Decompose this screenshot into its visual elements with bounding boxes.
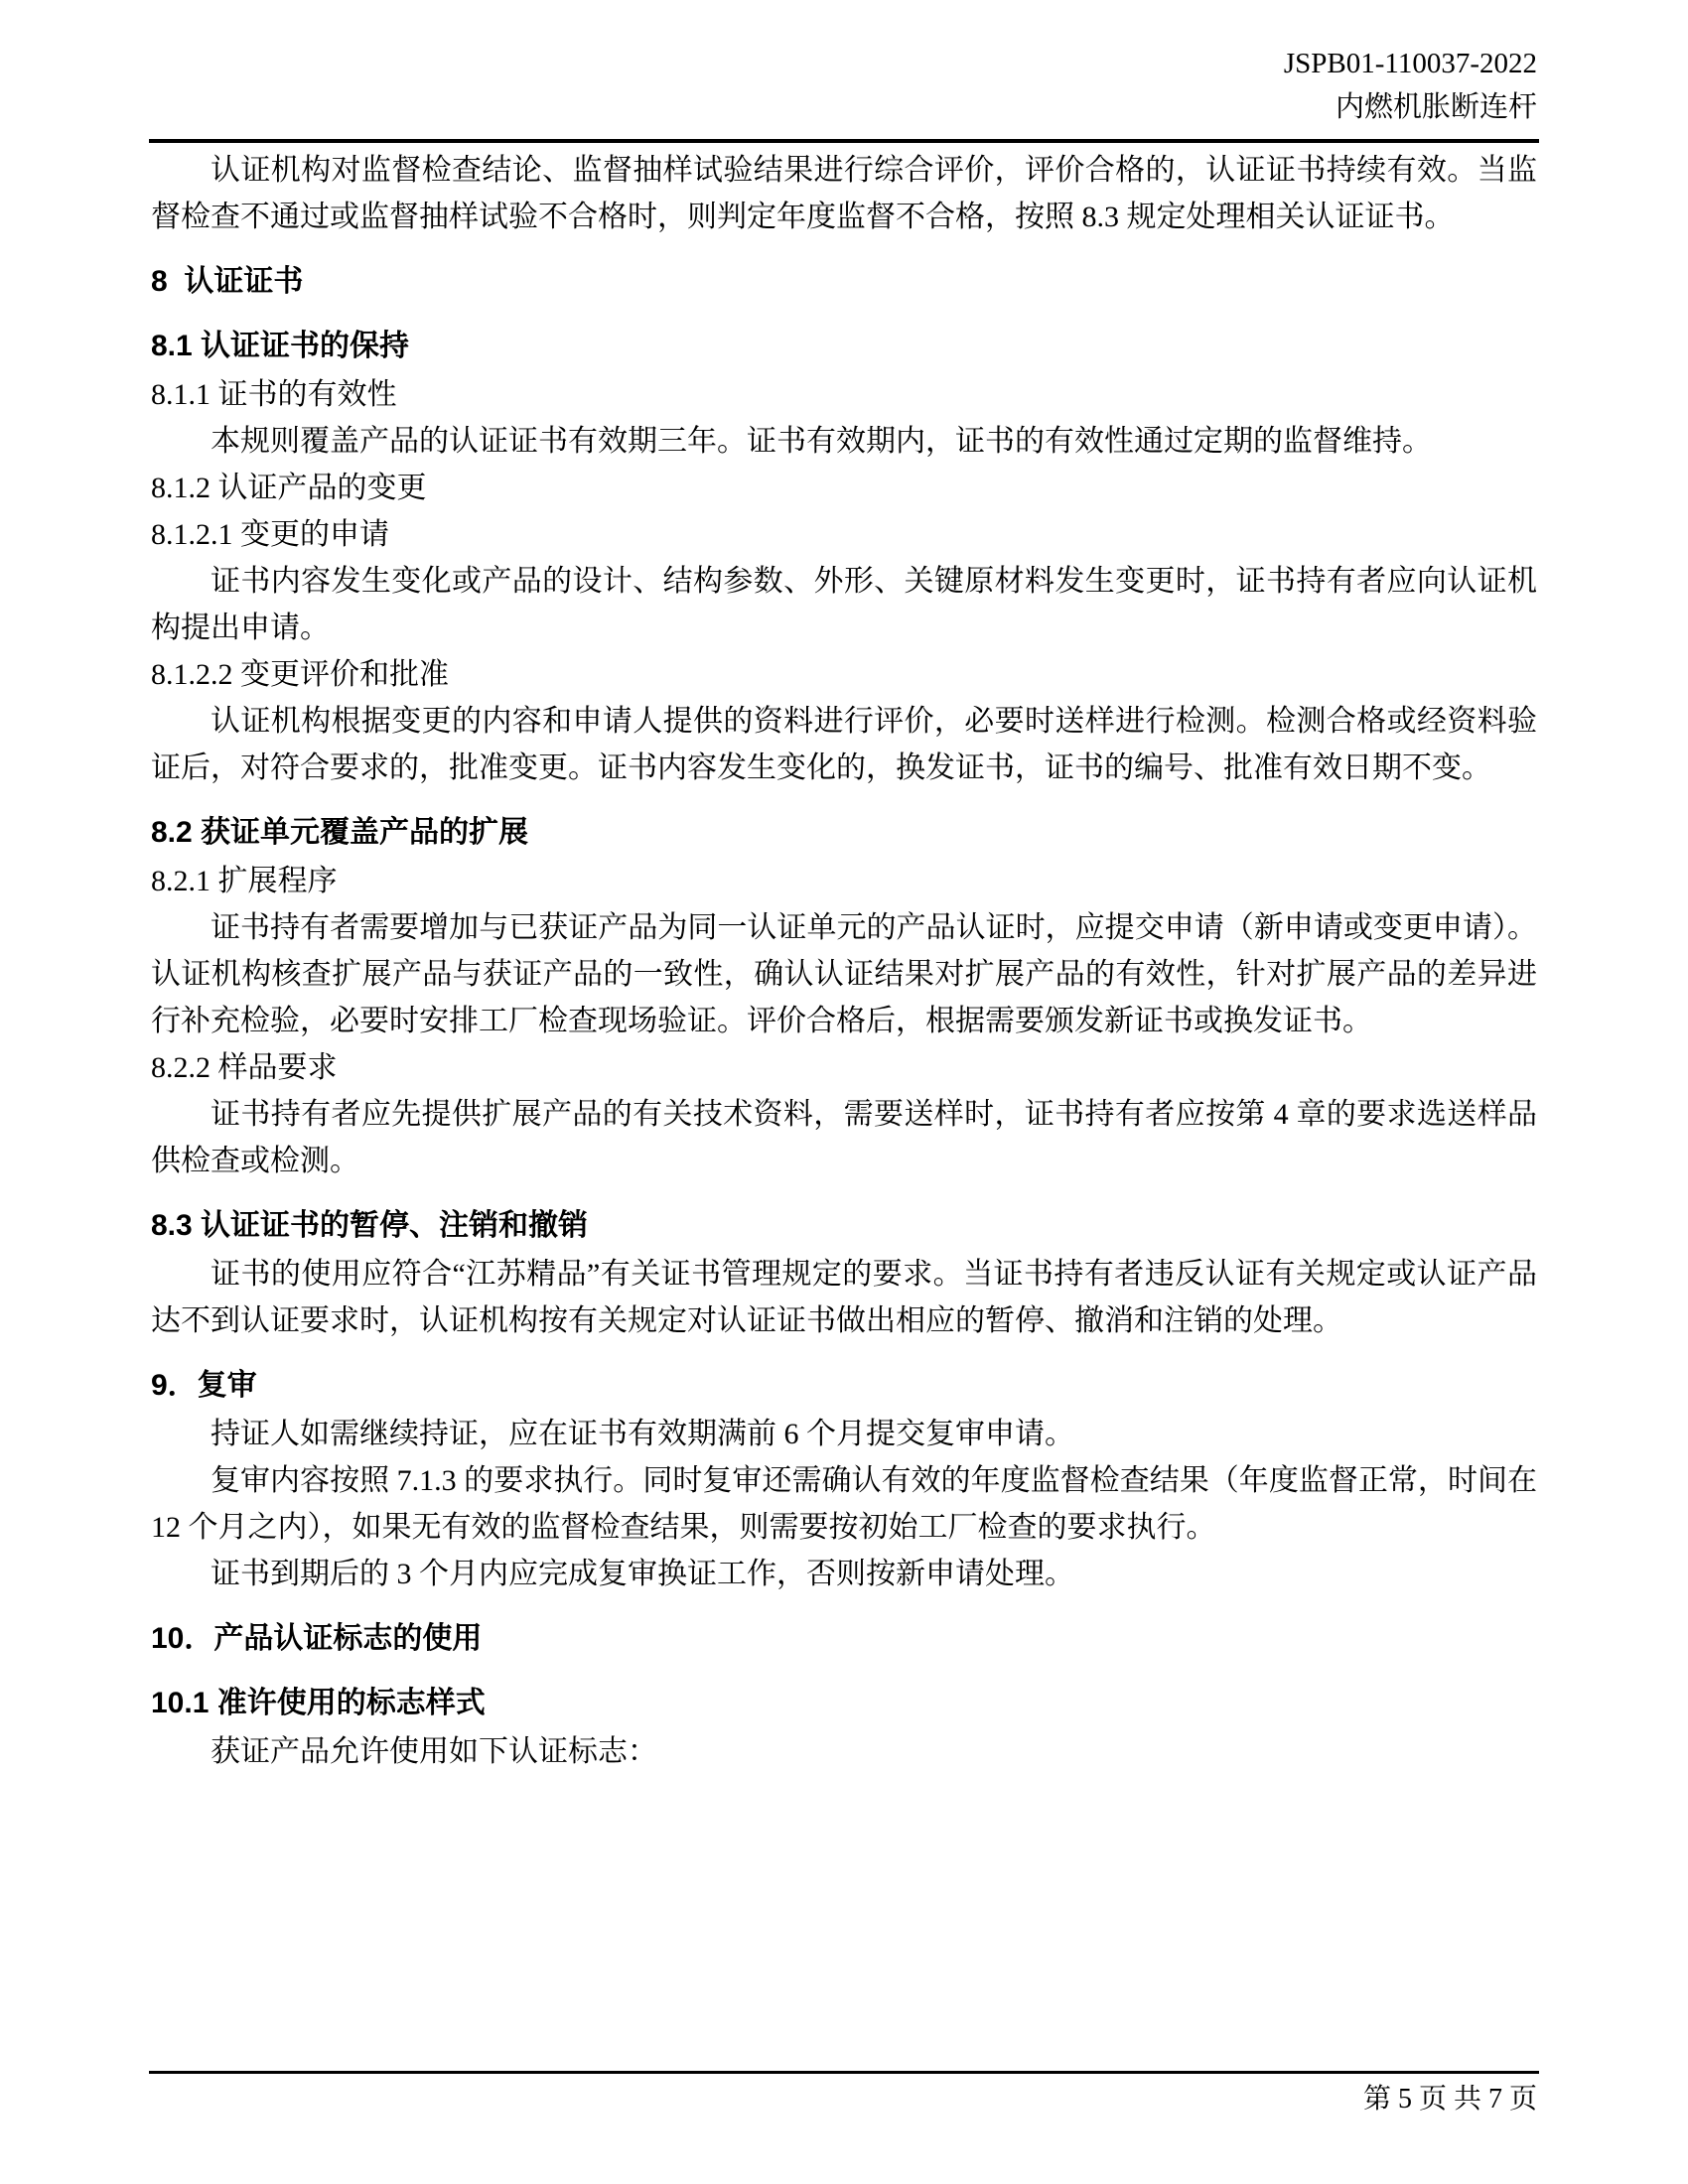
subheading-8-1-2-1-application: 8.1.2.1 变更的申请	[151, 518, 389, 551]
paragraph-change-approval: 认证机构根据变更的内容和申请人提供的资料进行评价，必要时送样进行检测。检测合格或经资料验证后，对符合要求的，批准变更。证书内容发生变化的，换发证书，证书的编号、批准有效日期不变。	[151, 705, 1537, 784]
paragraph-mark-intro: 获证产品允许使用如下认证标志：	[211, 1735, 657, 1768]
header-rule	[149, 139, 1539, 143]
footer-rule	[149, 2071, 1539, 2074]
paragraph-validity: 本规则覆盖产品的认证证书有效期三年。证书有效期内，证书的有效性通过定期的监督维持。	[211, 425, 1432, 458]
paragraph-certificate-usage: 证书的使用应符合“江苏精品”有关证书管理规定的要求。当证书持有者违反认证有关规定或认证产品达不到认证要求时，认证机构按有关规定对认证证书做出相应的暂停、撤消和注销的处理。	[151, 1258, 1537, 1337]
doc-number: JSPB01-110037-2022	[1283, 48, 1537, 79]
subheading-8-2-2-sample: 8.2.2 样品要求	[151, 1051, 338, 1084]
paragraph-review-deadline: 证书到期后的 3 个月内应完成复审换证工作，否则按新申请处理。	[211, 1558, 1074, 1590]
doc-title: 内燃机胀断连杆	[1335, 91, 1537, 123]
page-header	[1284, 42, 1537, 129]
heading-8-1-keeping: 8.1 认证证书的保持	[151, 330, 410, 362]
paragraph-change-application: 证书内容发生变化或产品的设计、结构参数、外形、关键原材料发生变更时，证书持有者应向认证机构提出申请。	[151, 565, 1537, 644]
document-body	[151, 147, 1537, 1775]
paragraph-supervision-evaluation: 认证机构对监督检查结论、监督抽样试验结果进行综合评价，评价合格的，认证证书持续有效。当监督检查不通过或监督抽样试验不合格时，则判定年度监督不合格，按照 8.3 规定处理相关认证证书。	[151, 154, 1537, 233]
paragraph-extension-procedure: 证书持有者需要增加与已获证产品为同一认证单元的产品认证时，应提交申请（新申请或变更申请）。认证机构核查扩展产品与获证产品的一致性，确认认证结果对扩展产品的有效性，针对扩展产品的差异进行补充检验，必要时安排工厂检查现场验证。评价合格后，根据需要颁发新证书或换发证书。	[151, 911, 1537, 1037]
paragraph-sample-requirement: 证书持有者应先提供扩展产品的有关技术资料，需要送样时，证书持有者应按第 4 章的要求选送样品供检查或检测。	[151, 1098, 1537, 1177]
page-footer	[1363, 2079, 1537, 2120]
heading-9-review: 9．复审	[151, 1369, 257, 1402]
heading-8-2-extension: 8.2 获证单元覆盖产品的扩展	[151, 816, 529, 849]
heading-10-mark-usage: 10．产品认证标志的使用	[151, 1622, 483, 1655]
paragraph-review-content: 复审内容按照 7.1.3 的要求执行。同时复审还需确认有效的年度监督检查结果（年度监督正常，时间在 12 个月之内），如果无有效的监督检查结果，则需要按初始工厂检查的要求执行。	[151, 1464, 1537, 1544]
paragraph-review-application: 持证人如需继续持证，应在证书有效期满前 6 个月提交复审申请。	[211, 1418, 1074, 1450]
heading-8-3-suspension: 8.3 认证证书的暂停、注销和撤销	[151, 1209, 589, 1242]
subheading-8-1-2-2-approval: 8.1.2.2 变更评价和批准	[151, 658, 449, 691]
heading-8-certificate: 8 认证证书	[151, 265, 304, 298]
subheading-8-2-1-procedure: 8.2.1 扩展程序	[151, 865, 338, 897]
subheading-8-1-2-change: 8.1.2 认证产品的变更	[151, 472, 427, 504]
page-number: 第 5 页 共 7 页	[1362, 2084, 1537, 2115]
heading-10-1-mark-style: 10.1 准许使用的标志样式	[151, 1687, 486, 1719]
subheading-8-1-1-validity: 8.1.1 证书的有效性	[151, 378, 397, 411]
